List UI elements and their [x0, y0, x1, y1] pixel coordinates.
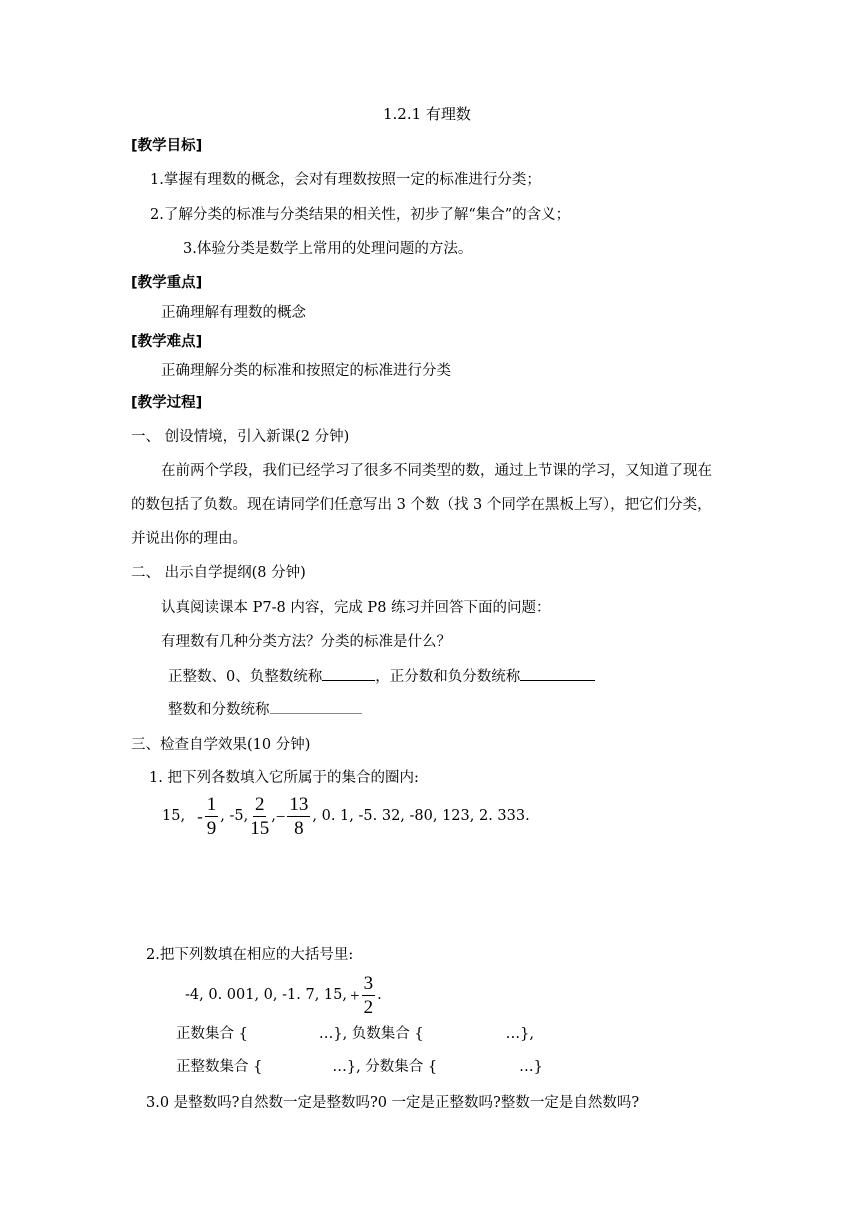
- answer-blank[interactable]: [520, 668, 595, 681]
- fill-blank-label: 整数和分数统称: [168, 702, 270, 718]
- set-brackets-row: [176, 1060, 543, 1075]
- fill-blank-label: 正整数、0、负整数统称: [168, 669, 323, 685]
- set-close: …}: [332, 1059, 357, 1075]
- number-text: .: [377, 987, 382, 1004]
- fraction: [362, 974, 376, 1017]
- minus-sign: −: [275, 807, 286, 826]
- number-text: 15,: [162, 808, 186, 825]
- minus-sign: -: [197, 807, 203, 826]
- fraction-denominator: 15: [250, 818, 270, 839]
- plus-sign: +: [349, 986, 360, 1005]
- objective-item: 3.体验分类是数学上常用的处理问题的方法。: [183, 241, 473, 257]
- fraction-numerator: 13: [289, 794, 309, 815]
- reading-instruction: 认真阅读课本 P7-8 内容，完成 P8 练习并回答下面的问题：: [161, 600, 551, 616]
- paragraph-line: 并说出你的理由。: [131, 531, 247, 547]
- part1-heading: 一、 创设情境，引入新课(2 分钟): [131, 429, 350, 445]
- fraction-denominator: 9: [206, 818, 217, 839]
- answer-blank[interactable]: [270, 701, 362, 714]
- fraction: [205, 795, 219, 838]
- set-brackets-row: [176, 1027, 534, 1042]
- fill-blank-line: [168, 668, 595, 685]
- positive-integer-set-label: 正整数集合 {: [176, 1059, 263, 1075]
- number-text: -4, 0. 001, 0, -1. 7, 15,: [185, 987, 347, 1004]
- fraction-numerator: 2: [254, 794, 265, 815]
- fill-blank-line: [168, 701, 362, 718]
- question-1-numbers: [162, 795, 530, 838]
- fraction-numerator: 1: [206, 794, 217, 815]
- paragraph-line: 的数包括了负数。现在请同学们任意写出 3 个数（找 3 个同学在黑板上写），把它们分类，: [131, 497, 712, 513]
- number-text: , -5,: [220, 808, 249, 825]
- objective-item: 2.了解分类的标准与分类结果的相关性，初步了解“集合”的含义；: [150, 207, 571, 223]
- question-3: 3.0 是整数吗?自然数一定是整数吗?0 一定是正整数吗?整数一定是自然数吗?: [146, 1095, 640, 1111]
- set-close: …},: [505, 1026, 534, 1042]
- part3-heading: 三、检查自学效果(10 分钟): [131, 737, 311, 753]
- set-close: …}: [318, 1026, 343, 1042]
- question-2-numbers: [185, 974, 382, 1017]
- number-text: ,: [271, 808, 276, 825]
- difficulty-heading: [教学难点]: [131, 334, 203, 350]
- fill-blank-label: ，正分数和负分数统称: [375, 669, 521, 685]
- question-2: 2.把下列数填在相应的大括号里:: [146, 947, 354, 963]
- question-text: 有理数有几种分类方法？分类的标准是什么？: [161, 634, 451, 650]
- number-text: , 0. 1, -5. 32, -80, 123, 2. 333.: [312, 808, 530, 825]
- difficulty-text: 正确理解分类的标准和按照定的标准进行分类: [161, 363, 451, 379]
- part2-heading: 二、 出示自学提纲(8 分钟): [131, 565, 306, 581]
- set-close: …}: [519, 1059, 543, 1075]
- negative-set-label: , 负数集合 {: [342, 1026, 424, 1042]
- fraction-set-label: , 分数集合 {: [356, 1059, 438, 1075]
- positive-set-label: 正数集合 {: [176, 1026, 248, 1042]
- process-heading: [教学过程]: [131, 395, 203, 411]
- fraction-denominator: 2: [363, 997, 374, 1018]
- page-title: 1.2.1 有理数: [383, 105, 471, 123]
- objectives-heading: [教学目标]: [131, 138, 203, 154]
- paragraph-line: 在前两个学段，我们已经学习了很多不同类型的数，通过上节课的学习，又知道了现在: [161, 463, 712, 479]
- key-points-text: 正确理解有理数的概念: [161, 305, 306, 321]
- fraction-numerator: 3: [363, 973, 374, 994]
- objective-item: 1.掌握有理数的概念，会对有理数按照一定的标准进行分类；: [150, 172, 541, 188]
- fraction: [250, 795, 269, 838]
- fraction-denominator: 8: [294, 818, 304, 839]
- key-points-heading: [教学重点]: [131, 275, 203, 291]
- question-1: 1. 把下列各数填入它所属于的集合的圈内:: [149, 770, 419, 786]
- fraction: [287, 795, 310, 838]
- answer-blank[interactable]: [322, 668, 375, 681]
